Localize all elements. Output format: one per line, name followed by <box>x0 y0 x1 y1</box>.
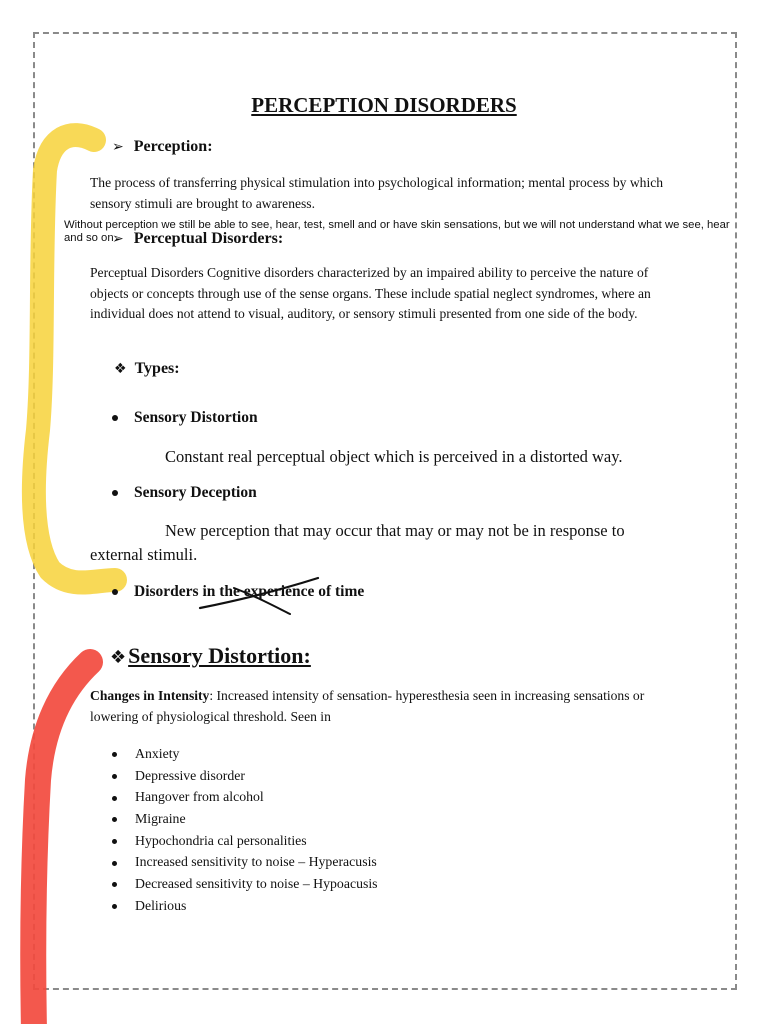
list-item: Depressive disorder <box>112 765 378 787</box>
type-desc-sensory-deception-line2: external stimuli. <box>90 545 198 564</box>
perceptual-disorders-heading: ➢ Perceptual Disorders: <box>112 230 284 247</box>
intensity-label: Changes in Intensity <box>90 688 210 703</box>
intensity-text: : Increased intensity of sensation- hyperesthesia seen in increasing sensations or lowering of physiological threshold. Seen in <box>90 688 645 724</box>
bullet-dot-icon <box>112 415 118 421</box>
bullet-dot-icon <box>112 774 117 779</box>
bullet-dot-icon <box>112 839 117 844</box>
type-item-sensory-distortion: Sensory Distortion <box>112 409 258 427</box>
bullet-dot-icon <box>112 752 117 757</box>
type-desc-sensory-distortion: Constant real perceptual object which is perceived in a distorted way. <box>165 447 623 466</box>
list-item: Anxiety <box>112 743 378 765</box>
bullet-dot-icon <box>112 904 117 909</box>
sensory-distortion-heading: ❖Sensory Distortion: <box>110 643 311 668</box>
type-item-time-experience: Disorders in the experience of time <box>112 583 364 601</box>
bullet-dot-icon <box>112 589 118 595</box>
perception-text: The process of transferring physical stimulation into psychological information; mental process by which sensory stimuli are brought to awareness. <box>90 175 664 211</box>
list-item: Hypochondria cal personalities <box>112 830 378 852</box>
diamond-bullet-icon: ❖ <box>114 361 127 377</box>
list-item: Delirious <box>112 895 378 917</box>
list-item: Migraine <box>112 808 378 830</box>
bullet-dot-icon <box>112 796 117 801</box>
arrow-bullet-icon: ➢ <box>112 139 124 155</box>
list-item: Decreased sensitivity to noise – Hypoacusis <box>112 873 378 895</box>
bullet-dot-icon <box>112 817 117 822</box>
perception-heading: ➢ Perception: <box>112 138 213 155</box>
bullet-dot-icon <box>112 882 117 887</box>
arrow-bullet-icon: ➢ <box>112 231 124 247</box>
list-item: Hangover from alcohol <box>112 786 378 808</box>
conditions-list <box>112 743 378 917</box>
diamond-bullet-icon: ❖ <box>110 647 127 668</box>
type-item-sensory-deception: Sensory Deception <box>112 484 257 502</box>
bullet-dot-icon <box>112 861 117 866</box>
type-desc-sensory-deception-line1: New perception that may occur that may or may not be in response to <box>165 521 625 540</box>
bullet-dot-icon <box>112 490 118 496</box>
page-title: PERCEPTION DISORDERS <box>251 93 517 117</box>
intensity-paragraph <box>90 686 690 727</box>
handwritten-note: Without perception we still be able to see, hear, test, smell and or have skin sensations, but we will not understand what we see, hear and so on <box>64 219 730 244</box>
perceptual-disorders-text: Perceptual Disorders Cognitive disorders characterized by an impaired ability to perceive the nature of objects or concepts through use of the sense organs. These include spatial neglect syndromes, where an individual does not attend to visual, auditory, or sensory stimuli presented from one side of the body. <box>90 265 651 321</box>
types-heading: ❖ Types: <box>114 360 180 377</box>
list-item: Increased sensitivity to noise – Hyperacusis <box>112 851 378 873</box>
